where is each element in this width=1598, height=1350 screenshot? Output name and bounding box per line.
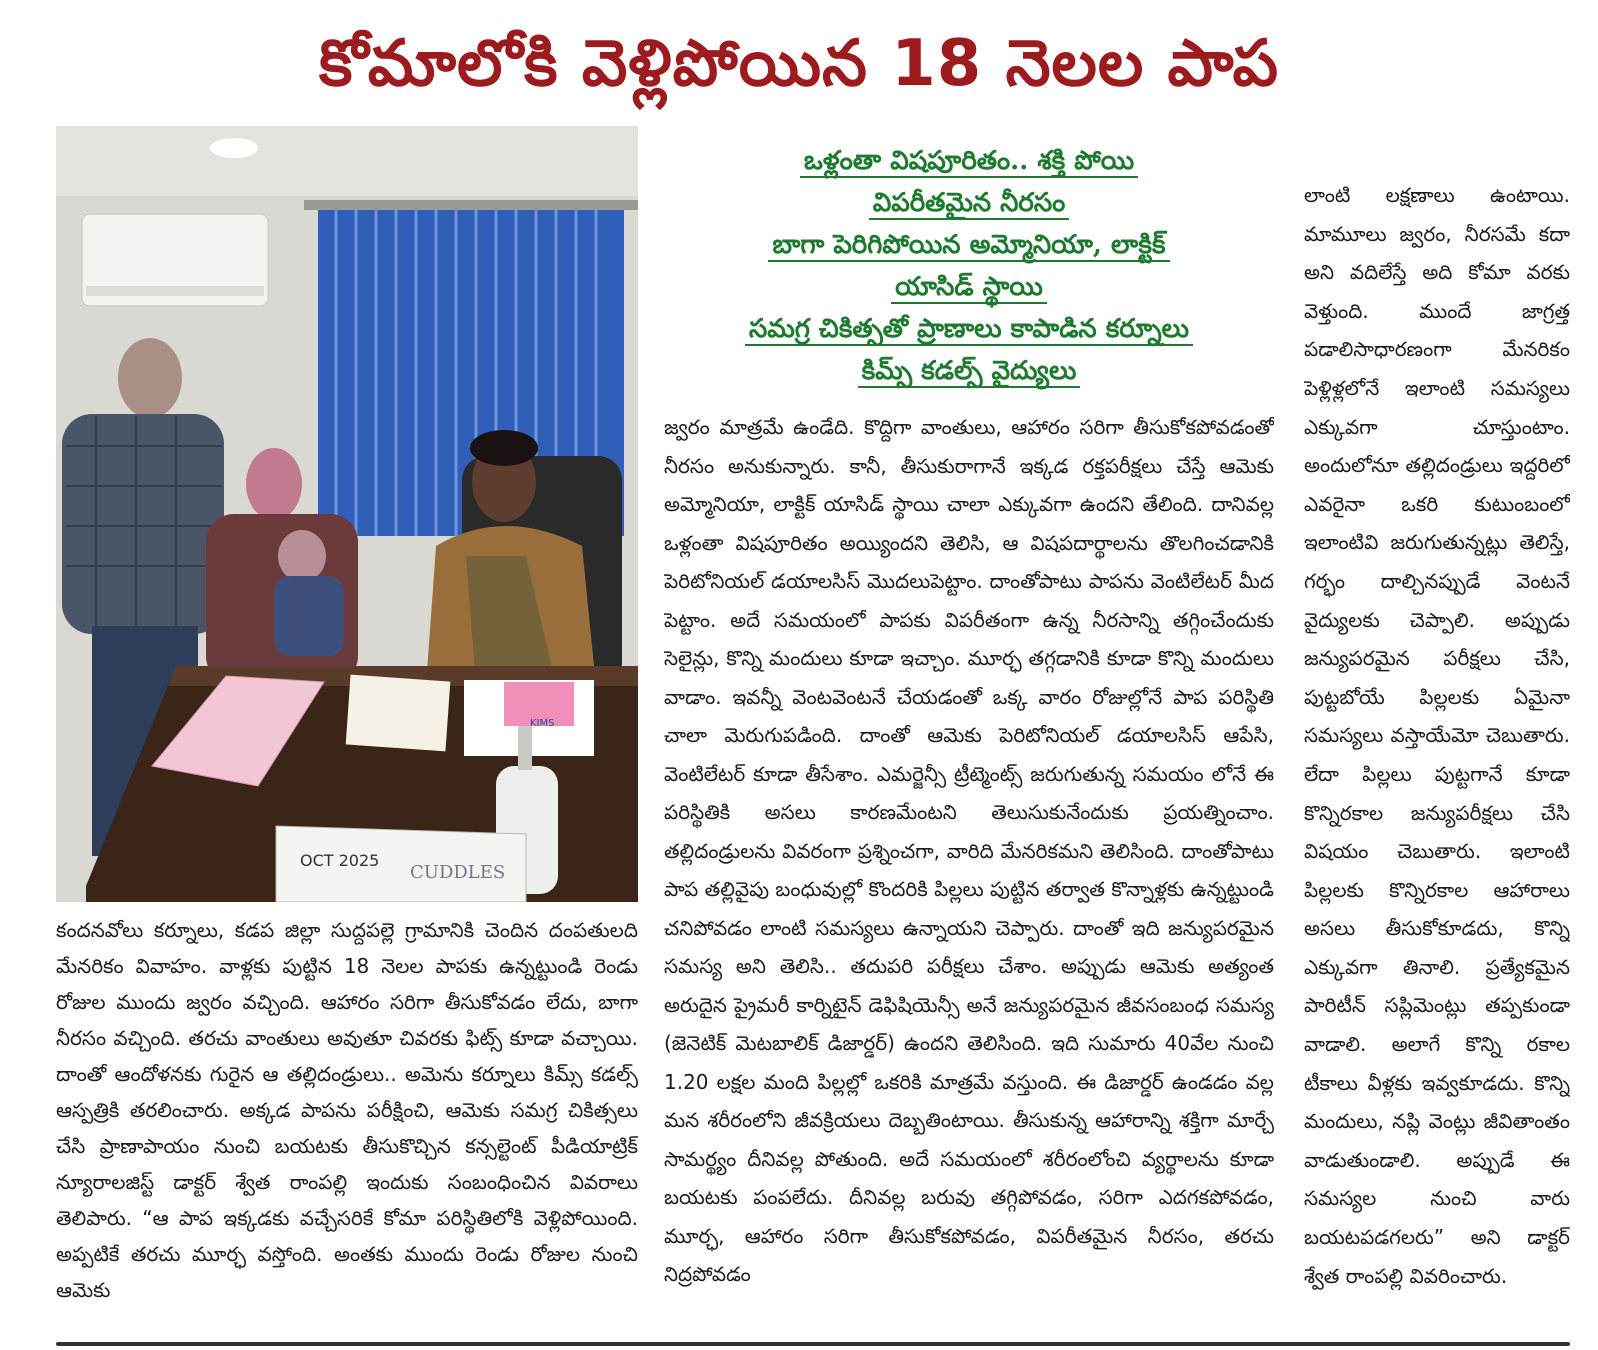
news-photo bbox=[56, 126, 638, 902]
bottom-rule bbox=[56, 1342, 1570, 1346]
subhead-line: బాగా పెరిగిపోయిన అమ్మోనియా, లాక్టిక్ bbox=[768, 230, 1169, 262]
subhead-line: సమగ్ర చికిత్సతో ప్రాణాలు కాపాడిన కర్నూలు bbox=[745, 314, 1193, 346]
article-text-middle: జ్వరం మాత్రమే ఉండేది. కొద్దిగా వాంతులు, ఆహారం సరిగా తీసుకోకపోవడంతో నీరసం అనుకున్నారు. కానీ, తీసుకురాగానే ఇక్కడ రక్తపరీక్షలు చేస్తే ఆమెకు అమ్మోనియా, లాక్టిక్ యాసిడ్ స్థాయి చాలా ఎక్కువగా ఉందని తేలింది. దానివల్ల ఒళ్లంతా విషపూరితం అయ్యిందని తెలిసి, ఆ విషపదార్థాలను తొలగించడానికి పెరిటోనియల్ డయాలసిస్ మొదలుపెట్టాం. దాంతోపాటు పాపను వెంటిలేటర్ మీద పెట్టాం. అదే సమయంలో పాపకు విపరీతంగా ఉన్న నీరసాన్ని తగ్గించేందుకు సెలైన్లు, కొన్ని మందులు కూడా ఇచ్చాం. మూర్ఛ తగ్గడానికి కూడా కొన్ని మందులు వాడాం. ఇవన్నీ వెంటవెంటనే చేయడంతో ఒక్క వారం రోజుల్లోనే పాప పరిస్థితి చాలా మెరుగుపడింది. దాంతో ఆమెకు పెరిటోనియల్ డయాలసిస్ ఆపేసి, వెంటిలేటర్ కూడా తీసేశాం. ఎమర్జెన్సీ ట్రీట్మెంట్స్ జరుగుతున్న సమయం లోనే ఈ పరిస్థితికి అసలు కారణమేంటని తెలుసుకునేందుకు ప్రయత్నించాం. తల్లిదండ్రులను వివరంగా ప్రశ్నించగా, వారిది మేనరికమని తెలిసింది. దాంతోపాటు పాప తల్లివైపు బంధువుల్లో కొందరికి పిల్లలు పుట్టిన తర్వాత కొన్నాళ్లకు ఉన్నట్టుండి చనిపోవడం లాంటి సమస్యలు ఉన్నాయని చెప్పారు. దాంతో ఇది జన్యుపరమైన సమస్య అని తెలిసి.. తదుపరి పరీక్షలు చేశాం. అప్పుడు ఆమెకు అత్యంత అరుదైన ప్రైమరీ కార్నిటైన్ డెఫిషియెన్సీ అనే జన్యుపరమైన జీవసంబంధ సమస్య (జెనెటిక్ మెటబాలిక్ డిజార్డర్) ఉందని తెలిసింది. ఇది సుమారు 40వేల నుంచి 1.20 లక్షల మంది పిల్లల్లో ఒకరికి మాత్రమే వస్తుంది. ఈ డిజార్డర్ ఉండడం వల్ల మన శరీరంలోని జీవక్రియలు దెబ్బతింటాయి. తీసుకున్న ఆహారాన్ని శక్తిగా మార్చే సామర్థ్యం దీనివల్ల పోతుంది. అదే సమయంలో శరీరంలోంచి వ్యర్థాలను కూడా బయటకు పంపలేదు. దీనివల్ల బరువు తగ్గిపోవడం, సరిగా ఎదగకపోవడం, మూర్ఛ, ఆహారం సరిగా తీసుకోకపోవడం, విపరీతమైన నీరసం, తరచు నిద్రపోవడం bbox=[664, 415, 1274, 1286]
folder-label: KIMS bbox=[530, 718, 555, 729]
article-text-left: కందనవోలు కర్నూలు, కడప జిల్లా సుద్దపల్లె గ్రామానికి చెందిన దంపతులది మేనరికం వివాహం. వాళ్లకు పుట్టిన 18 నెలల పాపకు ఉన్నట్టుండి రెండు రోజుల ముందు జ్వరం వచ్చింది. ఆహారం సరిగా తీసుకోవడం లేదు, బాగా నీరసం వచ్చింది. తరచు వాంతులు అవుతూ చివరకు ఫిట్స్ కూడా వచ్చాయి. దాంతో ఆందోళనకు గురైన ఆ తల్లిదండ్రులు.. అమెను కర్నూలు కిమ్స్ కడల్స్ ఆస్పత్రికి తరలించారు. అక్కడ పాపను పరీక్షించి, ఆమెకు సమగ్ర చికిత్సలు చేసి ప్రాణాపాయం నుంచి బయటకు తీసుకొచ్చిన కన్సల్టెంట్ పీడియాట్రిక్ న్యూరాలజిస్ట్ డాక్టర్ శ్వేత రాంపల్లి ఇందుకు సంబంధించిన వివరాలు తెలిపారు. “ఆ పాప ఇక్కడకు వచ్చేసరికే కోమా పరిస్థితిలోకి వెళ్లిపోయింది. అప్పటికే తరచు మూర్ఛ వస్తోంది. అంతకు ముందు రెండు రోజుల నుంచి ఆమెకు bbox=[56, 918, 638, 1302]
article-column-right bbox=[1304, 176, 1570, 1336]
headline: కోమాలోకి వెళ్లిపోయిన 18 నెలల పాప bbox=[318, 27, 1280, 101]
article-column-middle bbox=[664, 408, 1274, 1336]
subhead-line: ఒళ్లంతా విషపూరితం.. శక్తి పోయి bbox=[800, 146, 1138, 178]
subhead-line: విపరీతమైన నీరసం bbox=[869, 188, 1070, 220]
calendar-brand: CUDDLES bbox=[410, 862, 506, 883]
subhead-line: యాసిడ్ స్థాయి bbox=[891, 272, 1047, 304]
subheads bbox=[664, 140, 1274, 398]
article-text-right: లాంటి లక్షణాలు ఉంటాయి. మామూలు జ్వరం, నీరసమే కదా అని వదిలేస్తే అది కోమా వరకు వెళ్తుంది. ముందే జాగ్రత్త పడాలిసాధారణంగా మేనరికం పెళ్లిళ్లలోనే ఇలాంటి సమస్యలు ఎక్కువగా చూస్తుంటాం. అందులోనూ తల్లిదండ్రులు ఇద్దరిలో ఎవరైనా ఒకరి కుటుంబంలో ఇలాంటివి జరుగుతున్నట్లు తెలిస్తే, గర్భం దాల్చినప్పుడే వెంటనే వైద్యులకు చెప్పాలి. అప్పుడు జన్యుపరమైన పరీక్షలు చేసి, పుట్టబోయే పిల్లలకు ఏమైనా సమస్యలు వస్తాయేమో చెబుతారు. లేదా పిల్లలు పుట్టగానే కూడా కొన్నిరకాల జన్యుపరీక్షలు చేసి విషయం చెబుతారు. ఇలాంటి పిల్లలకు కొన్నిరకాల ఆహారాలు అసలు తీసుకోకూడదు, కొన్ని ఎక్కువగా తినాలి. ప్రత్యేకమైన పారిటీన్ సప్లిమెంట్లు తప్పకుండా వాడాలి. అలాగే కొన్ని రకాల టీకాలు వీళ్లకు ఇవ్వకూడదు. కొన్ని మందులు, నప్లి వెంట్లు జీవితాంతం వాడుతుండాలి. అప్పుడే ఈ సమస్యల నుంచి వారు బయటపడగలరు” అని డాక్టర్ శ్వేత రాంపల్లి వివరించారు. bbox=[1304, 183, 1570, 1288]
subhead-line: కిమ్స్ కడల్స్ వైద్యులు bbox=[858, 356, 1081, 388]
calendar-month: OCT 2025 bbox=[300, 851, 380, 870]
article-column-left bbox=[56, 912, 638, 1336]
